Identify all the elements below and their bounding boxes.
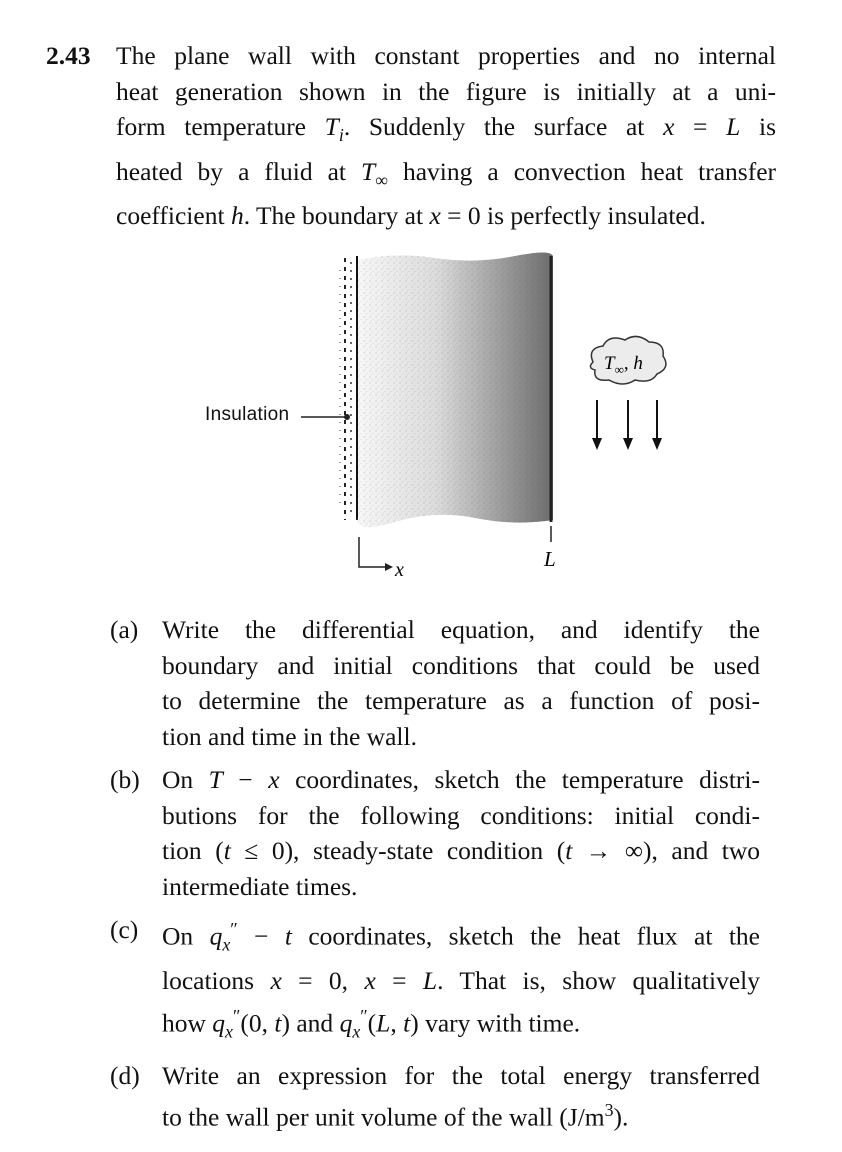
problem-number: 2.43 <box>46 41 91 70</box>
part-label: (b) <box>110 765 140 794</box>
intro-line-5: coefficient h. The boundary at x = 0 is perfectly insulated. <box>116 201 706 231</box>
x-axis-marker <box>359 537 385 567</box>
wall-figure <box>195 250 675 590</box>
intro-line-2: heat generation shown in the figure is initially at a uni- <box>116 76 776 106</box>
part-c: (c) On $q_x'' - t$ coordinates, sketch the heat flux at the locations x = 0, x = L. That is, show qualitatively how $q_x''(0$, t) and $q_x''(L$, t) vary with time. <box>110 912 760 1050</box>
part-label: (a) <box>110 615 139 644</box>
fluid-label: $T_\infty$, h <box>604 353 643 377</box>
x-label: x <box>395 559 404 581</box>
insulation-layer <box>340 256 357 520</box>
intro-line-3: form temperature $T_i$. Suddenly the surface at x = L is <box>116 112 776 146</box>
part-label: (d) <box>110 1060 140 1090</box>
part-label: (c) <box>110 915 139 944</box>
heat-arrows <box>592 400 662 450</box>
intro-line-4: heated by a fluid at $T_\infty$ having a convection heat transfer <box>116 156 776 190</box>
insulation-label: Insulation <box>205 404 290 425</box>
intro-line-1: The plane wall with constant properties and no internal <box>116 41 776 70</box>
L-label: L <box>544 547 556 571</box>
part-a: (a) Write the differential equation, and identify the boundary and initial conditions that could be used to determine the temperature as a function of posi- tion and time in the wall. <box>110 612 760 754</box>
part-d: (d) Write an expression for the total energy transferred to the wall per unit volume of the wall $(J/m^3)$. <box>110 1058 760 1136</box>
part-b: (b) On T − x coordinates, sketch the temperature distri- butions for the following conditions: initial condi- tion (t ≤ 0), steady-state condition (t → ∞), and two intermediate times. <box>110 762 760 904</box>
problem-parts <box>110 612 760 1143</box>
problem-statement <box>46 38 776 234</box>
